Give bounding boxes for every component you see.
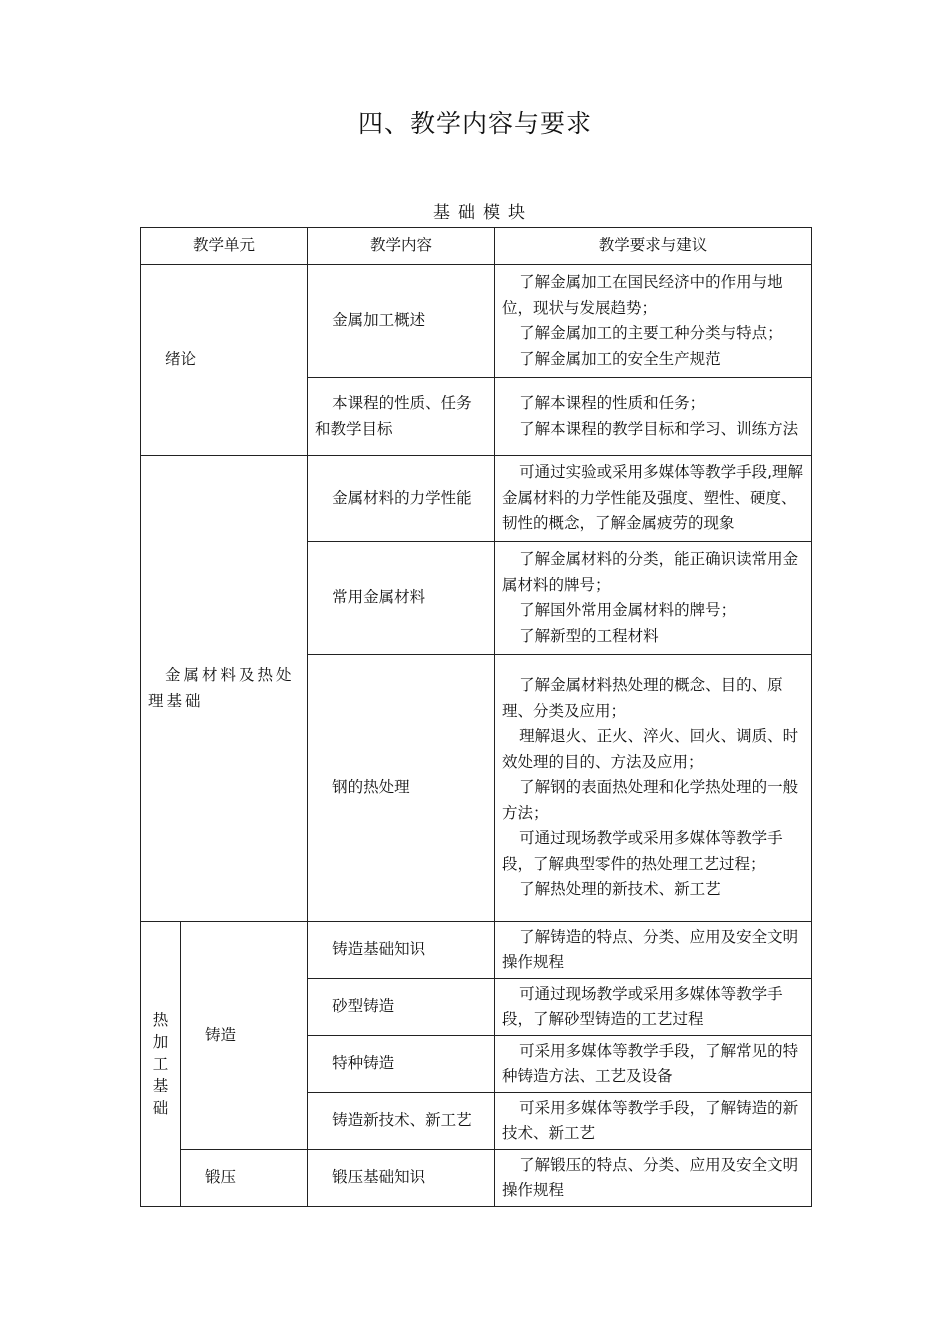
content-cell: 特种铸造	[308, 1036, 495, 1093]
content-cell: 砂型铸造	[308, 979, 495, 1036]
content-cell: 锻压基础知识	[308, 1150, 495, 1207]
requirement-cell	[495, 1036, 812, 1093]
vertical-char: 加	[152, 1033, 169, 1051]
table-row	[141, 265, 812, 378]
content-cell: 金属加工概述	[308, 265, 495, 378]
requirement-line: 可采用多媒体等教学手段，了解常见的特种铸造方法、工艺及设备	[502, 1041, 799, 1085]
subunit-cell: 锻压	[181, 1150, 308, 1207]
content-cell: 常用金属材料	[308, 542, 495, 655]
header-unit: 教学单元	[141, 228, 308, 265]
content-cell: 本课程的性质、任务和教学目标	[308, 378, 495, 456]
content-cell: 钢的热处理	[308, 655, 495, 922]
requirement-cell	[495, 542, 812, 655]
header-content: 教学内容	[308, 228, 495, 265]
content-cell: 铸造基础知识	[308, 922, 495, 979]
requirement-line: 可通过现场教学或采用多媒体等教学手段，了解砂型铸造的工艺过程	[502, 984, 783, 1028]
vertical-char: 础	[152, 1099, 169, 1117]
requirement-line: 了解国外常用金属材料的牌号；	[519, 601, 737, 619]
requirement-line: 了解铸造的特点、分类、应用及安全文明操作规程	[502, 927, 799, 971]
requirement-line: 了解热处理的新技术、新工艺	[519, 880, 721, 899]
vertical-unit-text	[148, 1009, 173, 1119]
requirement-line: 了解金属加工的主要工种分类与特点；	[519, 324, 783, 342]
content-cell: 金属材料的力学性能	[308, 456, 495, 542]
requirement-line: 了解金属材料热处理的概念、目的、原理、分类及应用；	[502, 676, 783, 720]
table-row	[141, 922, 812, 979]
requirement-line: 了解本课程的性质和任务；	[519, 394, 706, 412]
requirement-line: 了解本课程的教学目标和学习、训练方法	[519, 419, 799, 438]
requirement-line: 了解新型的工程材料	[519, 626, 659, 645]
requirement-line: 了解金属加工在国民经济中的作用与地位，现状与发展趋势；	[502, 273, 783, 317]
unit-cell: 金属材料及热处理基础	[141, 456, 308, 922]
requirement-line: 可采用多媒体等教学手段，了解铸造的新技术、新工艺	[502, 1098, 799, 1142]
requirement-line: 了解锻压的特点、分类、应用及安全文明操作规程	[502, 1155, 799, 1199]
unit-cell-vertical	[141, 922, 181, 1207]
requirement-cell	[495, 1093, 812, 1150]
table-row	[141, 1150, 812, 1207]
requirement-cell	[495, 1150, 812, 1207]
header-requirements: 教学要求与建议	[495, 228, 812, 265]
subunit-cell: 铸造	[181, 922, 308, 1150]
requirement-cell	[495, 456, 812, 542]
page-title: 四、教学内容与要求	[357, 109, 592, 138]
vertical-char: 基	[152, 1077, 169, 1095]
requirement-line: 了解金属加工的安全生产规范	[519, 349, 721, 368]
requirement-line: 了解金属材料的分类，能正确识读常用金属材料的牌号；	[502, 550, 799, 594]
requirement-cell	[495, 378, 812, 456]
unit-cell: 绪论	[141, 265, 308, 456]
requirement-cell	[495, 979, 812, 1036]
section-subtitle: 基础模块	[433, 203, 533, 223]
requirement-cell	[495, 922, 812, 979]
requirement-cell	[495, 655, 812, 922]
requirement-cell	[495, 265, 812, 378]
content-table	[140, 227, 812, 1207]
requirement-line: 理解退火、正火、淬火、回火、调质、时效处理的目的、方法及应用；	[502, 727, 799, 771]
requirement-line: 可通过实验或采用多媒体等教学手段,理解金属材料的力学性能及强度、塑性、硬度、韧性的概念，了解金属疲劳的现象	[502, 463, 803, 533]
requirement-line: 可通过现场教学或采用多媒体等教学手段，了解典型零件的热处理工艺过程；	[502, 829, 783, 873]
table-row	[141, 456, 812, 542]
vertical-char: 热	[152, 1011, 169, 1029]
vertical-char: 工	[152, 1055, 169, 1073]
content-cell: 铸造新技术、新工艺	[308, 1093, 495, 1150]
requirement-line: 了解钢的表面热处理和化学热处理的一般方法；	[502, 778, 799, 822]
table-header-row	[141, 228, 812, 265]
